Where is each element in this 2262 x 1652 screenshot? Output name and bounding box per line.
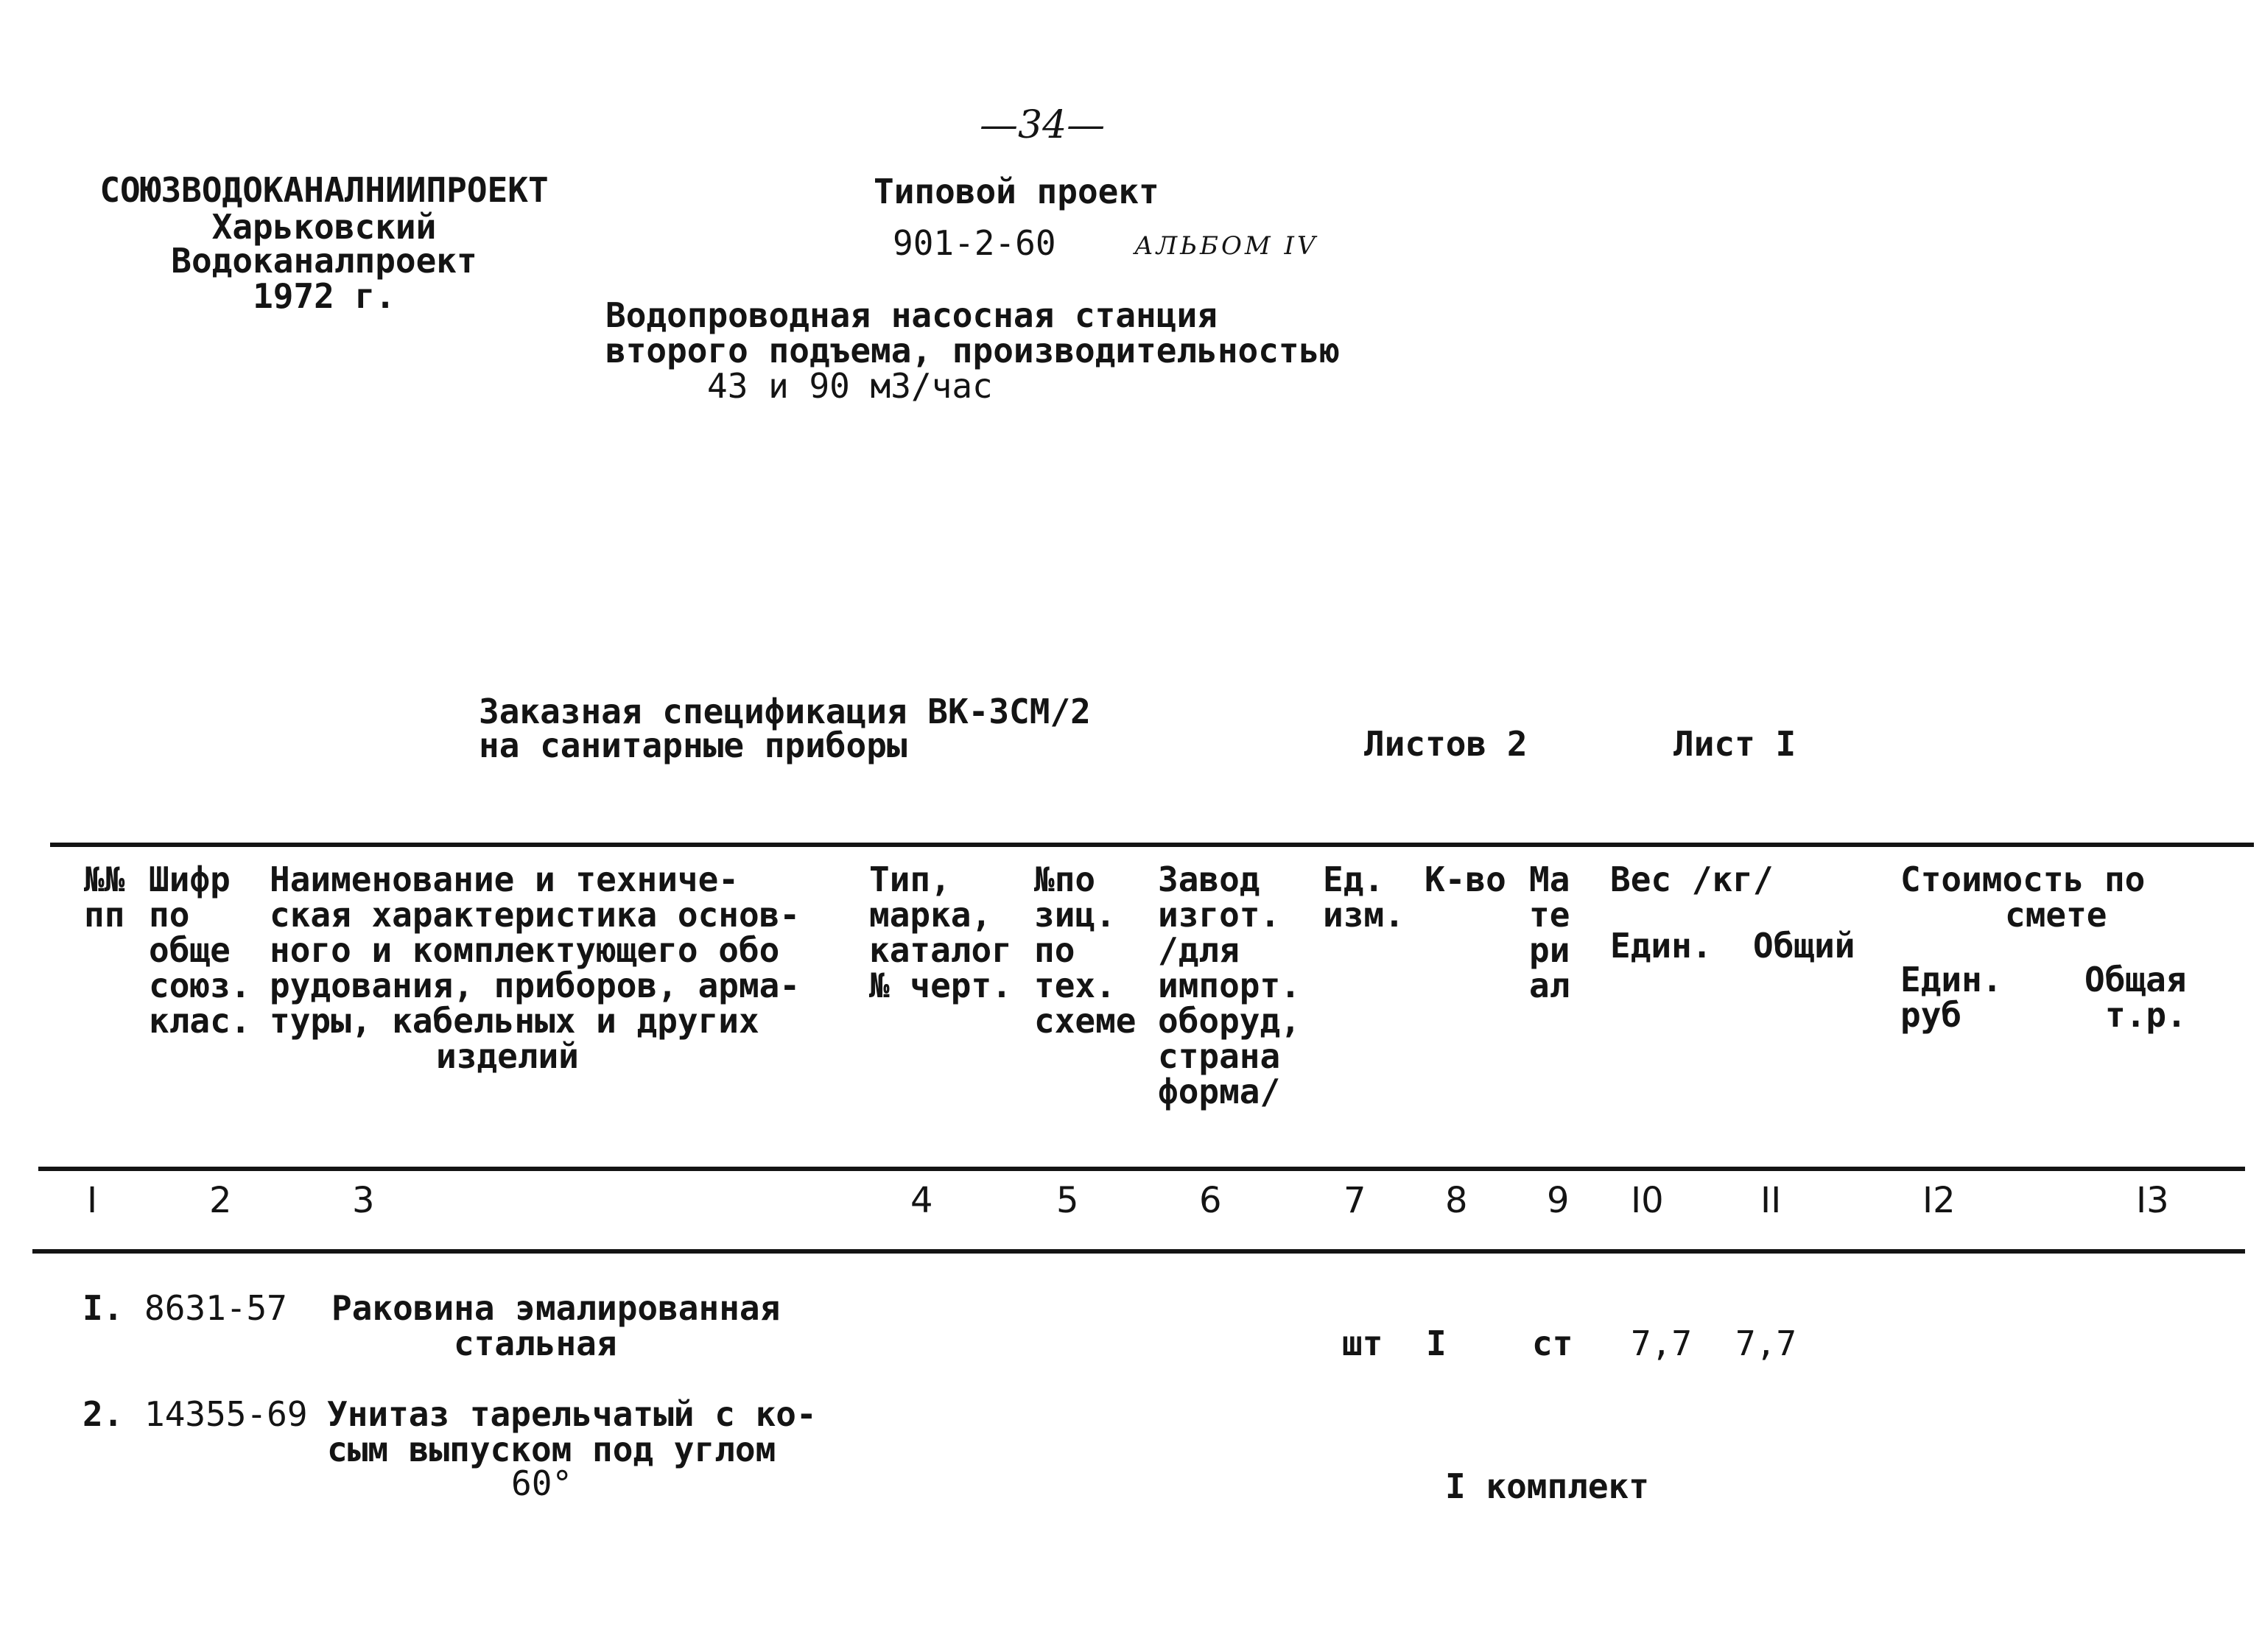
header-col10: Един. xyxy=(1610,926,1713,966)
header-cost-group: Стоимость по смете xyxy=(1900,860,2146,935)
colnum-1: I xyxy=(87,1180,98,1221)
header-col6: Завод изгот. /для импорт. оборуд, страна форма/ xyxy=(1158,860,1301,1111)
colnum-4: 4 xyxy=(910,1180,933,1221)
spec-title: Заказная спецификация ВК-3СМ/2 xyxy=(479,692,1091,731)
org-name: СОЮЗВОДОКАНАЛНИИПРОЕКТ xyxy=(99,170,549,210)
project-title: Типовой проект xyxy=(874,172,1159,211)
table-top-rule xyxy=(50,843,2254,847)
colnum-8: 8 xyxy=(1445,1180,1468,1221)
colnum-6: 6 xyxy=(1199,1180,1222,1221)
header-col2: Шифр по обще союз. клас. xyxy=(149,860,251,1041)
colnum-9: 9 xyxy=(1547,1180,1570,1221)
row1-unit: шт xyxy=(1342,1324,1383,1363)
row1-code: 8631-57 xyxy=(144,1288,287,1328)
project-code: 901-2-60 xyxy=(893,223,1056,263)
row1-name-2: стальная xyxy=(454,1324,617,1363)
header-col13: Общая т.р. xyxy=(2084,960,2187,1035)
project-desc-2: второго подъема, производительностью xyxy=(605,331,1340,370)
row2-num: 2. xyxy=(82,1394,124,1434)
project-desc-3: 43 и 90 м3/час xyxy=(707,366,993,406)
header-col1: №№ пп xyxy=(84,860,125,935)
project-desc-1: Водопроводная насосная станция xyxy=(605,295,1218,335)
page-number: —34— xyxy=(980,103,1106,147)
header-col7: Ед. изм. xyxy=(1323,860,1405,935)
row1-qty: I xyxy=(1426,1324,1447,1363)
row1-num: I. xyxy=(82,1288,124,1328)
org-year: 1972 г. xyxy=(253,276,396,316)
colnum-13: I3 xyxy=(2136,1180,2169,1221)
header-col12: Един. руб xyxy=(1900,960,2003,1035)
colnum-12: I2 xyxy=(1922,1180,1956,1221)
header-bottom-rule xyxy=(38,1167,2245,1171)
project-album: АЛЬБОМ IV xyxy=(1134,231,1318,261)
org-institute: Водоканалпроект xyxy=(171,241,477,281)
row2-name-2: сым выпуском под углом xyxy=(327,1430,776,1469)
row1-weight-total: 7,7 xyxy=(1735,1324,1797,1363)
colnum-10: I0 xyxy=(1631,1180,1664,1221)
row2-code: 14355-69 xyxy=(144,1394,308,1434)
row1-material: ст xyxy=(1532,1324,1573,1363)
org-subdivision: Харьковский xyxy=(211,207,437,247)
spec-subtitle: на санитарные приборы xyxy=(479,725,907,765)
row2-qty-note: I комплект xyxy=(1445,1466,1649,1506)
header-col3: Наименование и техниче- ская характеристика основ- ного и комплектующего обо рудования, приборов, арма- туры, кабельных и других изделий xyxy=(270,860,801,1076)
sheet-number: Лист I xyxy=(1673,724,1796,764)
row1-name-1: Раковина эмалированная xyxy=(331,1288,781,1328)
header-col8: К-во xyxy=(1425,860,1506,899)
column-numbers-rule xyxy=(32,1249,2245,1254)
row2-name-3: 60° xyxy=(511,1463,573,1503)
header-col5: №по зиц. по тех. схеме xyxy=(1034,860,1137,1041)
header-col4: Тип, марка, каталог № черт. xyxy=(869,860,1012,1005)
header-col11: Общий xyxy=(1753,926,1855,966)
row2-name-1: Унитаз тарельчатый с ко- xyxy=(327,1394,817,1434)
colnum-3: 3 xyxy=(352,1180,375,1221)
sheets-total: Листов 2 xyxy=(1364,724,1528,764)
colnum-5: 5 xyxy=(1056,1180,1079,1221)
colnum-11: II xyxy=(1760,1180,1782,1221)
colnum-7: 7 xyxy=(1343,1180,1366,1221)
colnum-2: 2 xyxy=(209,1180,232,1221)
header-weight-group: Вес /кг/ xyxy=(1610,860,1774,899)
header-col9: Ма те ри ал xyxy=(1529,860,1570,1005)
row1-weight-unit: 7,7 xyxy=(1631,1324,1693,1363)
